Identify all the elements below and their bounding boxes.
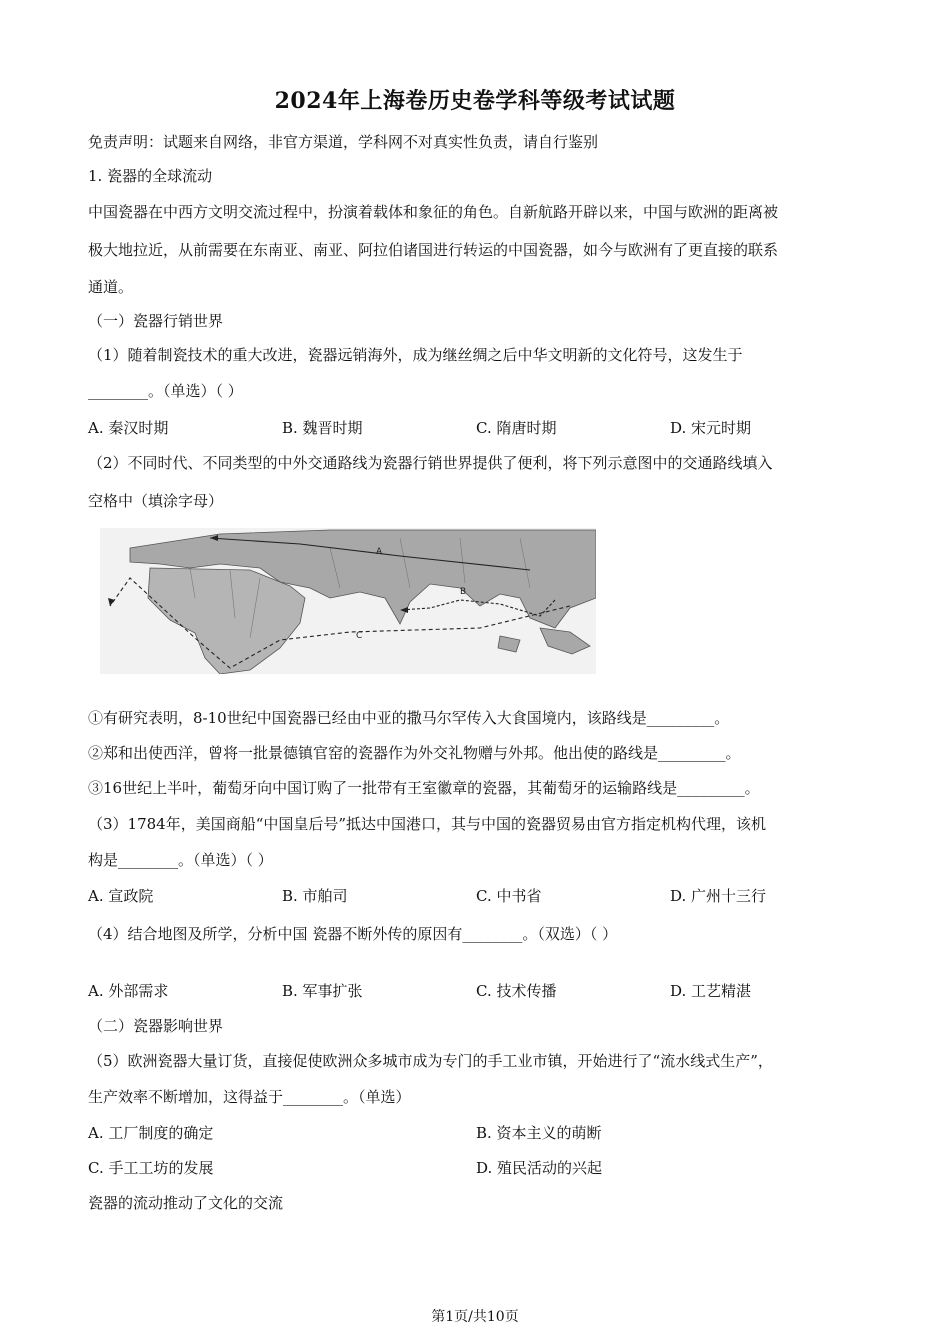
q1-option-a[interactable]: A. 秦汉时期 [88, 419, 169, 437]
q5-option-a[interactable]: A. 工厂制度的确定 [88, 1124, 214, 1142]
q3-stem: 构是________。（单选）（ ） [88, 851, 273, 869]
q1-option-c[interactable]: C. 隋唐时期 [476, 419, 557, 437]
section-heading: 1. 瓷器的全球流动 [88, 167, 213, 185]
q4-option-c[interactable]: C. 技术传播 [476, 982, 557, 1000]
q4-option-b[interactable]: B. 军事扩张 [282, 982, 363, 1000]
q2-sub-2: ②郑和出使西洋，曾将一批景德镇官窑的瓷器作为外交礼物赠与外邦。他出使的路线是_________。 [88, 744, 741, 762]
part1-heading: （一）瓷器行销世界 [88, 312, 224, 330]
q2-sub-1: ①有研究表明，8-10世纪中国瓷器已经由中亚的撒马尔罕传入大食国境内，该路线是_________。 [88, 709, 730, 727]
q1-stem: （1）随着制瓷技术的重大改进，瓷器远销海外，成为继丝绸之后中华文明新的文化符号，这发生于 [88, 346, 743, 364]
q1-option-b[interactable]: B. 魏晋时期 [282, 419, 363, 437]
map-label-a: A [376, 547, 383, 557]
q2-stem: （2）不同时代、不同类型的中外交通路线为瓷器行销世界提供了便利，将下列示意图中的交通路线填入 [88, 454, 773, 472]
q5-stem: （5）欧洲瓷器大量订货，直接促使欧洲众多城市成为专门的手工业市镇，开始进行了“流水线式生产”， [88, 1052, 773, 1070]
q5-option-c[interactable]: C. 手工工坊的发展 [88, 1159, 214, 1177]
map-image [100, 528, 596, 674]
part2-heading: （二）瓷器影响世界 [88, 1017, 224, 1035]
q5-option-b[interactable]: B. 资本主义的萌断 [476, 1124, 602, 1142]
q3-option-b[interactable]: B. 市舶司 [282, 887, 348, 905]
q1-stem: ________。（单选）（ ） [88, 382, 243, 400]
q5-option-d[interactable]: D. 殖民活动的兴起 [476, 1159, 603, 1177]
closing-text: 瓷器的流动推动了文化的交流 [88, 1194, 284, 1212]
map-label-b: B [460, 587, 467, 597]
q2-stem: 空格中（填涂字母） [88, 492, 224, 510]
q2-sub-3: ③16世纪上半叶，葡萄牙向中国订购了一批带有王室徽章的瓷器，其葡萄牙的运输路线是_________。 [88, 779, 760, 797]
q3-option-c[interactable]: C. 中书省 [476, 887, 542, 905]
page-title: 2024年上海卷历史卷学科等级考试试题 [274, 88, 676, 114]
trade-route-map [100, 528, 596, 674]
q1-option-d[interactable]: D. 宋元时期 [670, 419, 752, 437]
map-label-c: C [356, 631, 363, 641]
q4-stem: （4）结合地图及所学，分析中国 瓷器不断外传的原因有________。（双选）（ ） [88, 925, 618, 943]
q3-option-d[interactable]: D. 广州十三行 [670, 887, 767, 905]
disclaimer: 免责声明：试题来自网络，非官方渠道，学科网不对真实性负责，请自行鉴别 [88, 133, 599, 151]
intro-line: 通道。 [88, 278, 134, 296]
q4-option-a[interactable]: A. 外部需求 [88, 982, 169, 1000]
q5-stem: 生产效率不断增加，这得益于________。（单选） [88, 1088, 411, 1106]
q3-option-a[interactable]: A. 宣政院 [88, 887, 154, 905]
q4-option-d[interactable]: D. 工艺精湛 [670, 982, 752, 1000]
q3-stem: （3）1784年，美国商船“中国皇后号”抵达中国港口，其与中国的瓷器贸易由官方指定机构代理，该机 [88, 815, 767, 833]
intro-line: 中国瓷器在中西方文明交流过程中，扮演着载体和象征的角色。自新航路开辟以来，中国与欧洲的距离被 [88, 203, 779, 221]
intro-line: 极大地拉近，从前需要在东南亚、南亚、阿拉伯诸国进行转运的中国瓷器，如今与欧洲有了更直接的联系 [88, 241, 779, 259]
page-number: 第1页/共10页 [431, 1309, 519, 1325]
